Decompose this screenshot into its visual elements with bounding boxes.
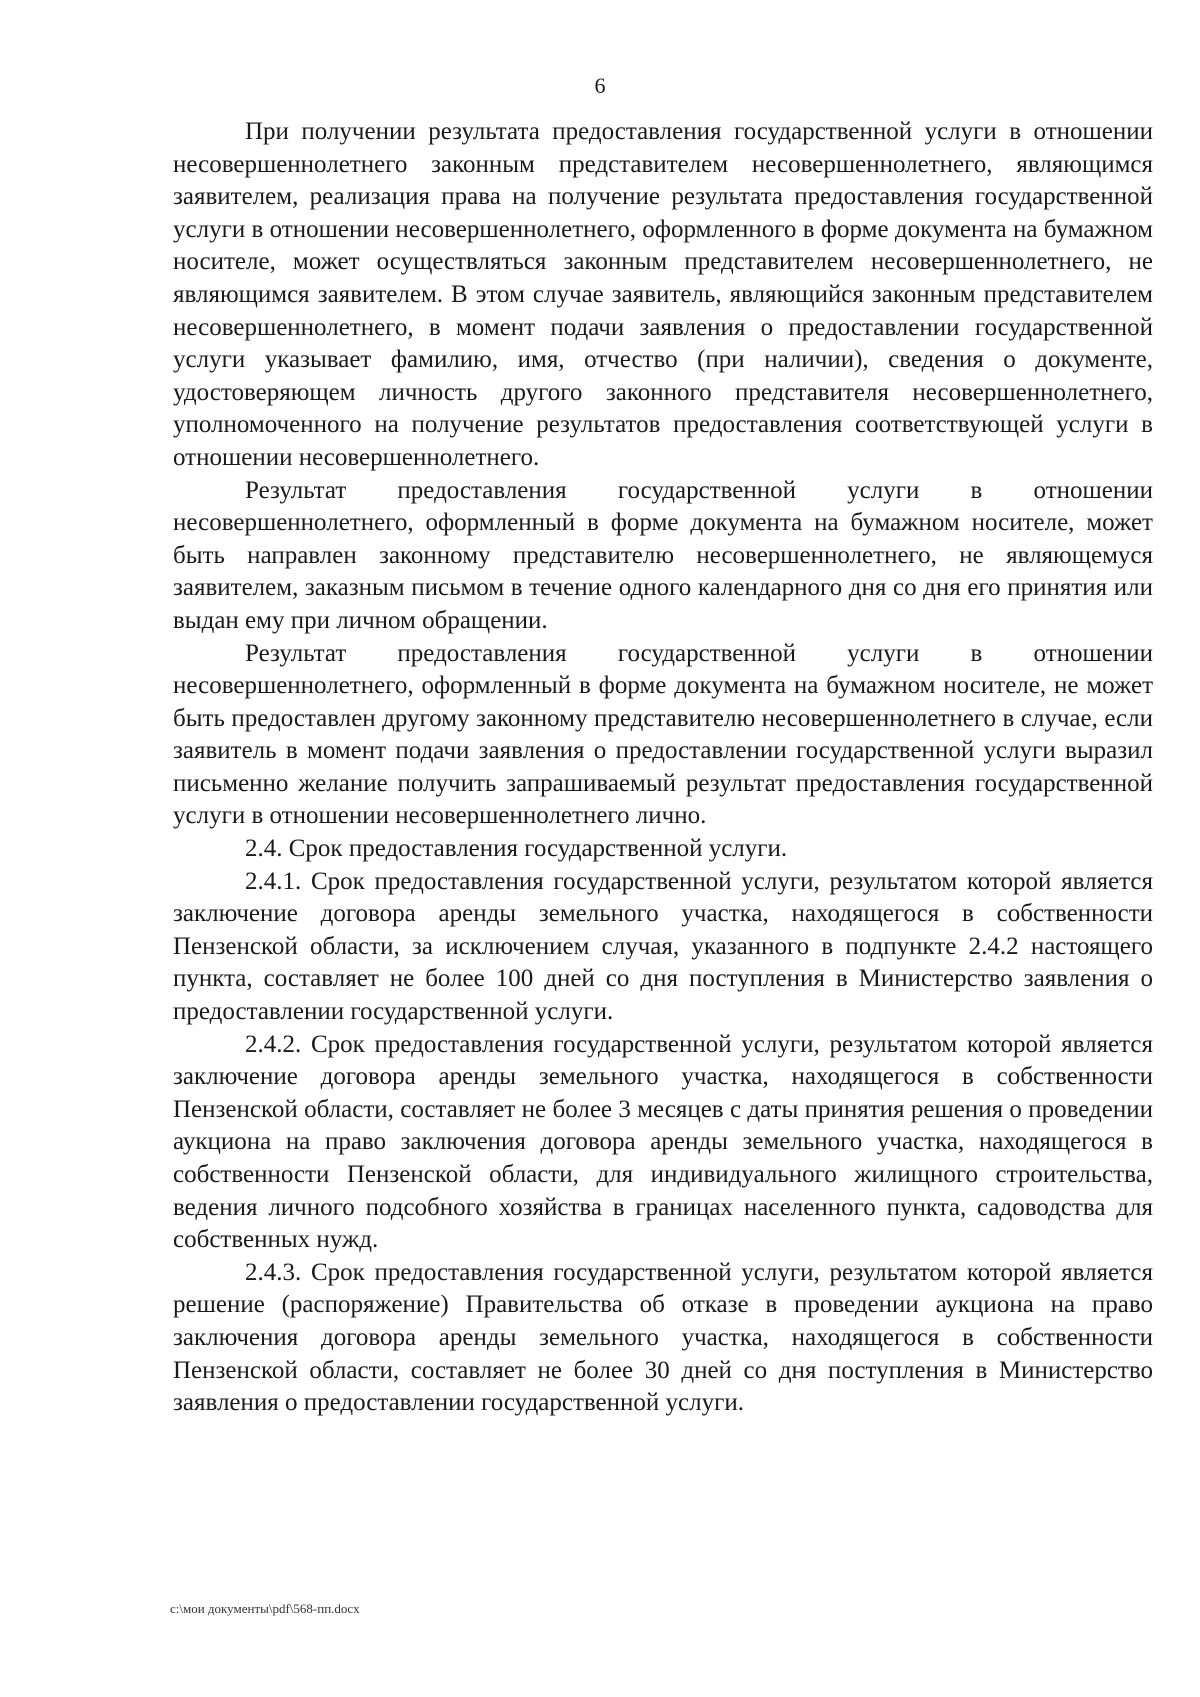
paragraph-2-4-2: 2.4.2. Срок предоставления государственной услуги, результатом которой является заключение договора аренды земельного участка, находящегося в собственности Пензенской области, составляет не более 3 месяцев с даты принятия решения о проведении аукциона на право заключения договора аренды земельного участка, находящегося в собственности Пензенской области, для индивидуального жилищного строительства, ведения личного подсобного хозяйства в границах населенного пункта, садоводства для собственных нужд.: [173, 1030, 1153, 1254]
paragraph-2-4-1: 2.4.1. Срок предоставления государственной услуги, результатом которой является заключение договора аренды земельного участка, находящегося в собственности Пензенской области, за исключением случая, указанного в подпункте 2.4.2 настоящего пункта, составляет не более 100 дней со дня поступления в Министерство заявления о предоставлении государственной услуги.: [173, 867, 1153, 1026]
paragraph-result-minor-receipt: При получении результата предоставления государственной услуги в отношении несовершеннолетнего законным представителем несовершеннолетнего, являющимся заявителем, реализация права на получение результата предоставления государственной услуги в отношении несовершеннолетнего, оформленного в форме документа на бумажном носителе, может осуществляться законным представителем несовершеннолетнего, не являющимся заявителем. В этом случае заявитель, являющийся законным представителем несовершеннолетнего, в момент подачи заявления о предоставлении государственной услуги указывает фамилию, имя, отчество (при наличии), сведения о документе, удостоверяющем личность другого законного представителя несовершеннолетнего, уполномоченного на получение результатов предоставления соответствующей услуги в отношении несовершеннолетнего.: [173, 118, 1153, 471]
document-body: [173, 116, 1153, 1420]
paragraph-2-4-3: 2.4.3. Срок предоставления государственной услуги, результатом которой является решение (распоряжение) Правительства об отказе в проведении аукциона на право заключения договора аренды земельного участка, находящегося в собственности Пензенской области, составляет не более 30 дней со дня поступления в Министерство заявления о предоставлении государственной услуги.: [173, 1258, 1153, 1417]
paragraph-result-sent-to-representative: Результат предоставления государственной услуги в отношении несовершеннолетнего, оформленный в форме документа на бумажном носителе, может быть направлен законному представителю несовершеннолетнего, не являющемуся заявителем, заказным письмом в течение одного календарного дня со дня его принятия или выдан ему при личном обращении.: [173, 476, 1153, 634]
footer-file-path: c:\мои документы\pdf\568-пп.docx: [170, 1601, 360, 1616]
section-heading-2-4: 2.4. Срок предоставления государственной услуги.: [245, 835, 788, 863]
page-number: 6: [594, 73, 606, 98]
paragraph-result-not-provided: Результат предоставления государственной услуги в отношении несовершеннолетнего, оформленный в форме документа на бумажном носителе, не может быть предоставлен другому законному представителю несовершеннолетнего в случае, если заявитель в момент подачи заявления о предоставлении государственной услуги выразил письменно желание получить запрашиваемый результат предоставления государственной услуги в отношении несовершеннолетнего лично.: [173, 639, 1153, 830]
